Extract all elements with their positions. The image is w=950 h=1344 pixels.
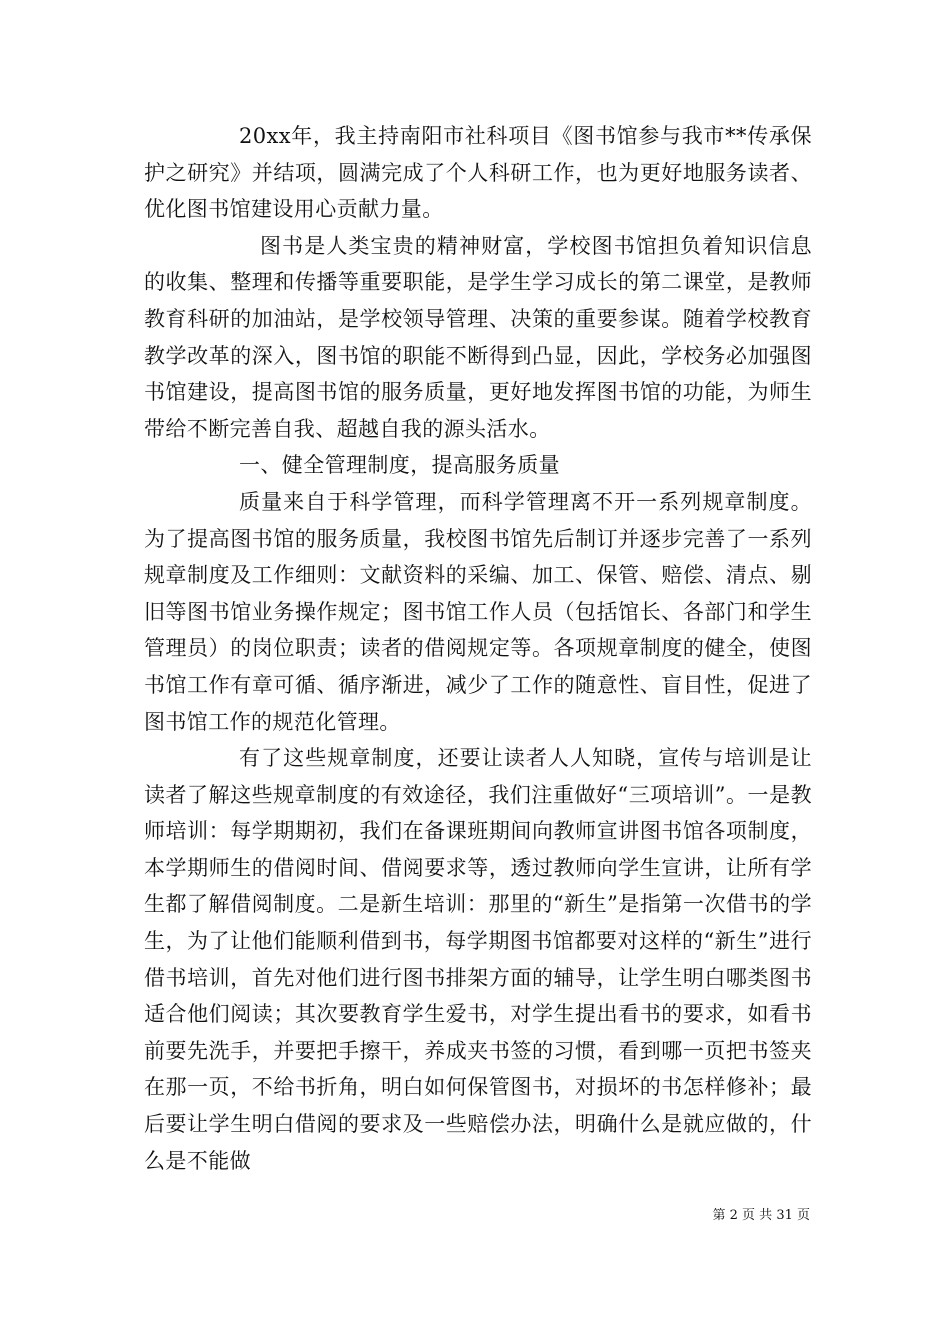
paragraph-regulations: 质量来自于科学管理，而科学管理离不开一系列规章制度。为了提高图书馆的服务质量，我校图书馆先后制订并逐步完善了一系列规章制度及工作细则：文献资料的采编、加工、保管、赔偿、清点、剔旧等图书馆业务操作规定；图书馆工作人员（包括馆长、各部门和学生管理员）的岗位职责；读者的借阅规定等。各项规章制度的健全，使图书馆工作有章可循、循序渐进，减少了工作的随意性、盲目性，促进了图书馆工作的规范化管理。 [144, 489, 812, 734]
paragraph-training: 有了这些规章制度，还要让读者人人知晓，宣传与培训是让读者了解这些规章制度的有效途径，我们注重做好“三项培训”。一是教师培训：每学期期初，我们在备课班期间向教师宣讲图书馆各项制度，本学期师生的借阅时间、借阅要求等，透过教师向学生宣讲，让所有学生都了解借阅制度。二是新生培训：那里的“新生”是指第一次借书的学生，为了让他们能顺利借到书，每学期图书馆都要对这样的“新生”进行借书培训，首先对他们进行图书排架方面的辅导，让学生明白哪类图书适合他们阅读；其次要教育学生爱书，对学生提出看书的要求，如看书前要先洗手，并要把手擦干，养成夹书签的习惯，看到哪一页把书签夹在那一页，不给书折角，明白如何保管图书，对损坏的书怎样修补；最后要让学生明白借阅的要求及一些赔偿办法，明确什么是就应做的，什么是不能做 [144, 746, 812, 1173]
page-number-footer: 第 2 页 共 31 页 [712, 1208, 810, 1223]
paragraph-library-intro: 图书是人类宝贵的精神财富，学校图书馆担负着知识信息的收集、整理和传播等重要职能，是学生学习成长的第二课堂，是教师教育科研的加油站，是学校领导管理、决策的重要参谋。随着学校教育教学改革的深入，图书馆的职能不断得到凸显，因此，学校务必加强图书馆建设，提高图书馆的服务质量，更好地发挥图书馆的功能，为师生带给不断完善自我、超越自我的源头活水。 [144, 233, 812, 441]
document-body [144, 118, 812, 1179]
section-heading: 一、健全管理制度，提高服务质量 [239, 453, 560, 478]
paragraph-project: 20xx年，我主持南阳市社科项目《图书馆参与我市**传承保护之研究》并结项，圆满完成了个人科研工作，也为更好地服务读者、优化图书馆建设用心贡献力量。 [144, 124, 812, 222]
